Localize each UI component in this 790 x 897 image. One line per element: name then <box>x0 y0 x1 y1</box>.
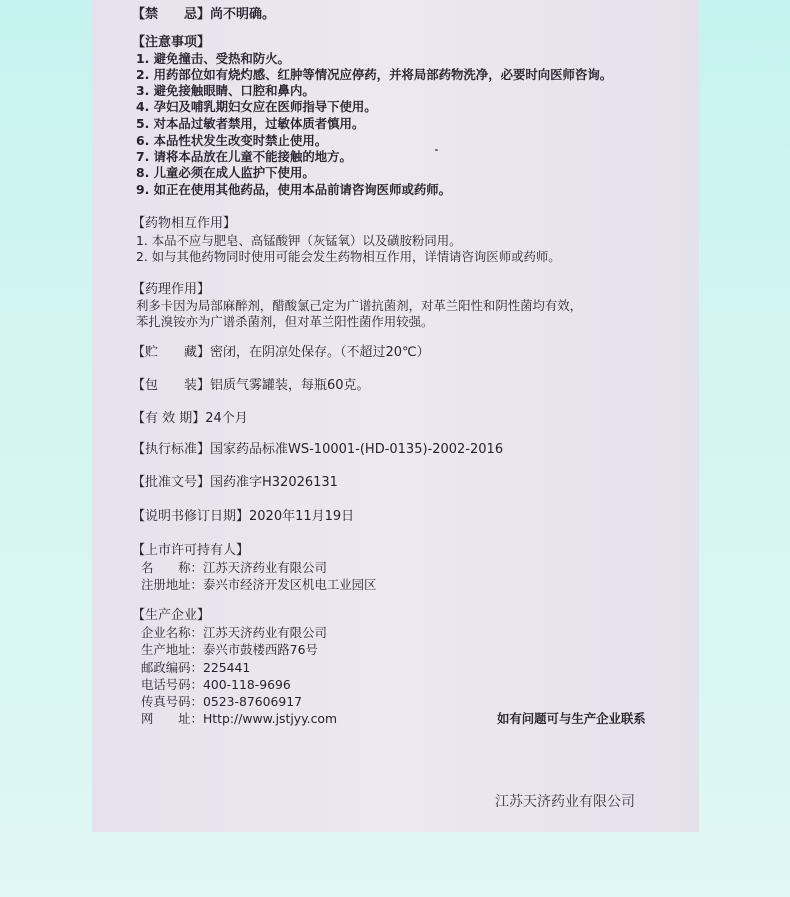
packaging-line: 【包 装】铝质气雾罐装，每瓶60克。 <box>132 378 370 393</box>
interaction-item: 2. 如与其他药物同时使用可能会发生药物相互作用，详情请咨询医师或药师。 <box>136 249 561 264</box>
precautions-heading: 【注意事项】 <box>132 35 211 50</box>
precaution-item: 9. 如正在使用其他药品，使用本品前请咨询医师或药师。 <box>136 182 452 197</box>
storage-line: 【贮 藏】密闭，在阴凉处保存。（不超过20℃） <box>132 345 430 360</box>
precaution-item: 5. 对本品过敏者禁用，过敏体质者慎用。 <box>136 116 365 131</box>
company-signature: 江苏天济药业有限公司 <box>495 794 635 810</box>
standard-line: 【执行标准】国家药品标准WS-10001-(HD-0135)-2002-2016 <box>132 442 504 457</box>
manufacturer-phone: 电话号码：400-118-9696 <box>141 677 291 692</box>
manufacturer-name: 企业名称：江苏天济药业有限公司 <box>141 625 327 640</box>
approval-line: 【批准文号】国药准字H32026131 <box>132 475 338 490</box>
manufacturer-postcode: 邮政编码：225441 <box>141 660 251 675</box>
print-speck <box>435 149 438 151</box>
manufacturer-address: 生产地址：泰兴市鼓楼西路76号 <box>141 642 318 657</box>
pharmacology-heading: 【药理作用】 <box>132 282 211 297</box>
interaction-item: 1. 本品不应与肥皂、高锰酸钾（灰锰氧）以及磺胺粉同用。 <box>136 233 462 248</box>
mah-heading: 【上市许可持有人】 <box>132 543 250 558</box>
precaution-item: 6. 本品性状发生改变时禁止使用。 <box>136 133 328 148</box>
mah-address: 注册地址：泰兴市经济开发区机电工业园区 <box>141 577 377 592</box>
precaution-item: 7. 请将本品放在儿童不能接触的地方。 <box>136 149 352 164</box>
mah-name: 名 称：江苏天济药业有限公司 <box>141 560 327 575</box>
manufacturer-website: 网 址：Http://www.jstjyy.com <box>141 711 338 726</box>
manufacturer-heading: 【生产企业】 <box>132 608 211 623</box>
pharmacology-line: 苯扎溴铵亦为广谱杀菌剂，但对革兰阳性菌作用较强。 <box>136 314 434 329</box>
validity-line: 【有 效 期】24个月 <box>132 411 248 426</box>
precaution-item: 8. 儿童必须在成人监护下使用。 <box>136 165 315 180</box>
contraindications-line: 【禁 忌】尚不明确。 <box>132 7 276 22</box>
precaution-item: 3. 避免接触眼睛、口腔和鼻内。 <box>136 83 315 98</box>
package-insert-sheet <box>92 0 699 832</box>
revision-date-line: 【说明书修订日期】2020年11月19日 <box>132 509 355 524</box>
manufacturer-fax: 传真号码：0523-87606917 <box>141 694 303 709</box>
precaution-item: 2. 用药部位如有烧灼感、红肿等情况应停药，并将局部药物洗净，必要时向医师咨询。 <box>136 67 613 82</box>
pharmacology-line: 利多卡因为局部麻醉剂，醋酸氯己定为广谱抗菌剂，对革兰阳性和阴性菌均有效， <box>136 298 583 313</box>
interactions-heading: 【药物相互作用】 <box>132 216 237 231</box>
precaution-item: 1. 避免撞击、受热和防火。 <box>136 51 290 66</box>
precaution-item: 4. 孕妇及哺乳期妇女应在医师指导下使用。 <box>136 99 377 114</box>
contact-note: 如有问题可与生产企业联系 <box>497 711 646 726</box>
